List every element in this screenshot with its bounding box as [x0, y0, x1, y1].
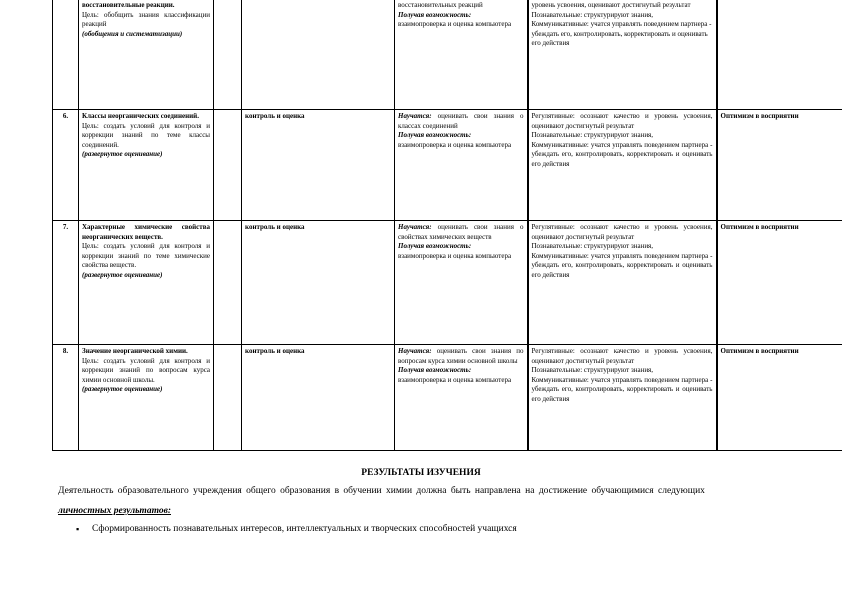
control-cell: контроль и оценка	[242, 221, 395, 345]
subject-results-cell	[395, 0, 528, 110]
topic-cell	[79, 345, 214, 451]
results-paragraph: Деятельность образовательного учреждения общего образования в обучении химии должна быть направлена на достижение обучающимися следующих	[58, 486, 705, 496]
bullet-icon: ▪	[76, 524, 80, 534]
results-section	[0, 466, 842, 536]
topic-cell	[79, 0, 214, 110]
chance-text: взаимопроверка и оценка компьютера	[398, 140, 512, 149]
uud-cell	[528, 345, 717, 451]
topic-form: (развернутое оценивание)	[82, 385, 163, 394]
subject-results-cell	[395, 221, 528, 345]
empty-cell	[214, 110, 242, 221]
learn-text: восстановительных реакций	[398, 1, 483, 9]
table-row	[53, 110, 842, 221]
topic-title: Значение неорганической химии.	[82, 347, 188, 355]
learn-text: оценивать свои знания по вопросам курса химии основной школы	[398, 347, 524, 365]
uud-cell	[528, 221, 717, 345]
uud-cognitive: Познавательные: структурируют знания,	[531, 366, 654, 375]
table-row	[53, 221, 842, 345]
uud-cognitive: Познавательные: структурируют знания,	[531, 131, 654, 140]
chance-text: взаимопроверка и оценка компьютера	[398, 375, 512, 384]
uud-communicative: Коммуникативные: учатся управлять поведением партнера - убеждать его, контролировать, корректировать и оценивать его действия	[531, 140, 713, 168]
table-row	[53, 0, 842, 110]
row-number: 8.	[53, 345, 79, 451]
topic-goal: Цель: создать условий для контроля и коррекции знаний по теме классы соединений.	[82, 121, 210, 149]
row-number	[53, 0, 79, 110]
learn-label: Научатся:	[398, 112, 432, 120]
control-cell	[242, 0, 395, 110]
topic-cell	[79, 221, 214, 345]
uud-communicative: Коммуникативные: учатся управлять поведением партнера - убеждать его, контролировать, корректировать и оценивать его действия	[531, 375, 713, 403]
uud-communicative: Коммуникативные: учатся управлять поведением партнера - убеждать его, контролировать, корректировать и оценивать его действия	[531, 251, 713, 279]
topic-goal: Цель: обобщить знания классификации реакций	[82, 10, 210, 29]
subject-results-cell	[395, 110, 528, 221]
empty-cell	[214, 0, 242, 110]
chance-label: Получая возможность:	[398, 242, 472, 251]
uud-cell	[528, 110, 717, 221]
personal-results-cell: Оптимизм в восприятии	[717, 110, 842, 221]
topic-cell	[79, 110, 214, 221]
uud-cognitive: Познавательные: структурируют знания,	[531, 242, 654, 251]
topic-form: (обобщения и систематизации)	[82, 29, 183, 38]
lesson-plan-table	[52, 0, 842, 451]
topic-goal: Цель: создать условий для контроля и коррекции знаний по теме химические свойства веществ.	[82, 242, 210, 270]
empty-cell	[214, 221, 242, 345]
results-list	[76, 522, 842, 536]
uud-cognitive: Познавательные: структурируют знания,	[531, 10, 654, 19]
chance-label: Получая возможность:	[398, 131, 472, 140]
topic-goal: Цель: создать условий для контроля и коррекции знаний по вопросам курса химии основной школы.	[82, 356, 210, 384]
uud-regulative: Регулятивные: осознают качество и уровень усвоения, оценивают достигнутый результат	[531, 347, 713, 365]
topic-form: (развернутое оценивание)	[82, 150, 163, 159]
topic-title: Характерные химические свойства неорганических веществ.	[82, 223, 210, 241]
topic-title: Классы неорганических соединений.	[82, 112, 199, 120]
uud-regulative: Регулятивные: осознают качество и уровень усвоения, оценивают достигнутый результат	[531, 112, 713, 130]
empty-cell	[214, 345, 242, 451]
uud-regulative: уровень усвоения, оценивают достигнутый результат	[531, 1, 691, 9]
learn-label: Научатся:	[398, 347, 432, 355]
list-item-text: Сформированность познавательных интересов, интеллектуальных и творческих способностей учащихся	[92, 524, 517, 534]
learn-text: оценивать свои знания о свойствах химических веществ	[398, 223, 524, 241]
uud-regulative: Регулятивные: осознают качество и уровень усвоения, оценивают достигнутый результат	[531, 223, 713, 241]
control-cell: контроль и оценка	[242, 345, 395, 451]
control-cell: контроль и оценка	[242, 110, 395, 221]
uud-cell	[528, 0, 717, 110]
list-item	[76, 522, 842, 536]
personal-results-cell	[717, 0, 842, 110]
chance-label: Получая возможность:	[398, 366, 472, 375]
subject-results-cell	[395, 345, 528, 451]
section-heading: РЕЗУЛЬТАТЫ ИЗУЧЕНИЯ	[361, 468, 481, 478]
row-number: 6.	[53, 110, 79, 221]
personal-results-cell: Оптимизм в восприятии	[717, 221, 842, 345]
chance-text: взаимопроверка и оценка компьютера	[398, 251, 512, 260]
topic-title: восстановительные реакции.	[82, 1, 175, 9]
table-row	[53, 345, 842, 451]
chance-text: взаимопроверка и оценка компьютера	[398, 20, 512, 29]
row-number: 7.	[53, 221, 79, 345]
personal-results-cell: Оптимизм в восприятии	[717, 345, 842, 451]
chance-label: Получая возможность:	[398, 10, 472, 19]
learn-text: оценивать свои знания о классах соединений	[398, 112, 524, 130]
results-subheading: личностных результатов:	[58, 506, 171, 516]
topic-form: (развернутое оценивание)	[82, 270, 163, 279]
uud-communicative: Коммуникативные: учатся управлять поведением партнера - убеждать его, контролировать, корректировать и оценивать его действия	[531, 20, 712, 48]
learn-label: Научатся:	[398, 223, 432, 231]
